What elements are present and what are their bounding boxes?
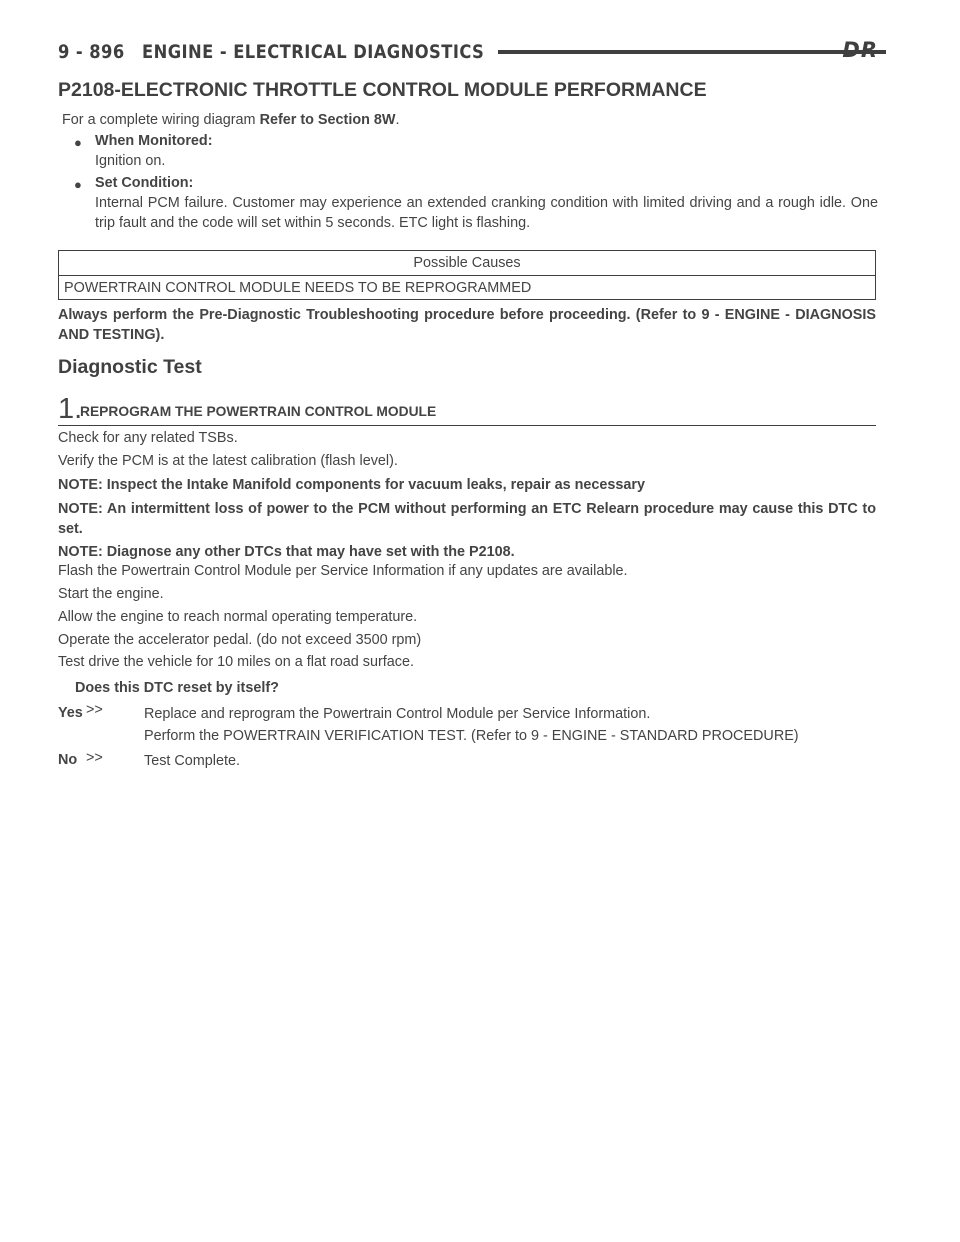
answer-yes-line: Replace and reprogram the Powertrain Control Module per Service Information.: [144, 706, 651, 722]
step-line: Allow the engine to reach normal operating temperature.: [58, 609, 418, 625]
diagnostic-test-heading: Diagnostic Test: [58, 356, 202, 378]
bullet-set-condition: [95, 173, 878, 233]
bullet-when-monitored: [95, 131, 878, 171]
step-note: NOTE: Inspect the Intake Manifold components for vacuum leaks, repair as necessary: [58, 477, 646, 493]
header-section-title: ENGINE - ELECTRICAL DIAGNOSTICS: [142, 41, 485, 63]
bullet-label: When Monitored:: [95, 133, 213, 149]
header-page-number: 9 - 896: [58, 41, 125, 63]
bullet-dot-icon: ●: [74, 177, 82, 192]
answer-yes-arrow: >>: [86, 702, 103, 718]
step-line: Test drive the vehicle for 10 miles on a flat road surface.: [58, 654, 414, 670]
bullet-label: Set Condition:: [95, 175, 194, 191]
bullet-text: Ignition on.: [95, 153, 166, 169]
page-title: P2108-ELECTRONIC THROTTLE CONTROL MODULE PERFORMANCE: [58, 79, 707, 101]
wiring-suffix: .: [395, 112, 400, 128]
step-question: Does this DTC reset by itself?: [75, 680, 279, 696]
step-line: Verify the PCM is at the latest calibration (flash level).: [58, 453, 398, 469]
bullet-dot-icon: ●: [74, 135, 82, 150]
page-header: [58, 38, 878, 66]
header-rule: [498, 50, 886, 54]
answer-no-arrow: >>: [86, 750, 103, 766]
step-note: NOTE: Diagnose any other DTCs that may have set with the P2108.: [58, 544, 515, 560]
answer-no-label: No: [58, 752, 78, 768]
header-model-code: DR: [842, 38, 878, 62]
step-line: Flash the Powertrain Control Module per Service Information if any updates are available.: [58, 563, 628, 579]
table-row: POWERTRAIN CONTROL MODULE NEEDS TO BE REPROGRAMMED: [64, 280, 532, 296]
table-header: Possible Causes: [59, 251, 875, 276]
step-line: Operate the accelerator pedal. (do not exceed 3500 rpm): [58, 632, 422, 648]
bullet-text: Internal PCM failure. Customer may experience an extended cranking condition with limited driving and a rough idle. One trip fault and the code will set within 5 seconds. ETC light is flashing.: [95, 195, 878, 231]
step-note: NOTE: An intermittent loss of power to the PCM without performing an ETC Relearn procedure may cause this DTC to set.: [58, 501, 876, 537]
wiring-reference: [62, 110, 400, 130]
answer-yes-line: Perform the POWERTRAIN VERIFICATION TEST. (Refer to 9 - ENGINE - STANDARD PROCEDURE): [144, 728, 799, 744]
wiring-prefix: For a complete wiring diagram: [62, 112, 256, 128]
answer-no-text: Test Complete.: [144, 753, 240, 769]
pre-diagnostic-note: Always perform the Pre-Diagnostic Troubleshooting procedure before proceeding. (Refer to 9 - ENGINE - DIAGNOSIS AND TESTING).: [58, 307, 876, 343]
step-line: Start the engine.: [58, 586, 164, 602]
possible-causes-table: [58, 250, 876, 300]
step-number: 1.: [58, 393, 83, 425]
answer-yes-label: Yes: [58, 705, 83, 721]
wiring-link[interactable]: Refer to Section 8W: [259, 112, 396, 128]
step-line: Check for any related TSBs.: [58, 430, 238, 446]
step-heading: [58, 393, 876, 426]
step-title: REPROGRAM THE POWERTRAIN CONTROL MODULE: [80, 404, 437, 419]
